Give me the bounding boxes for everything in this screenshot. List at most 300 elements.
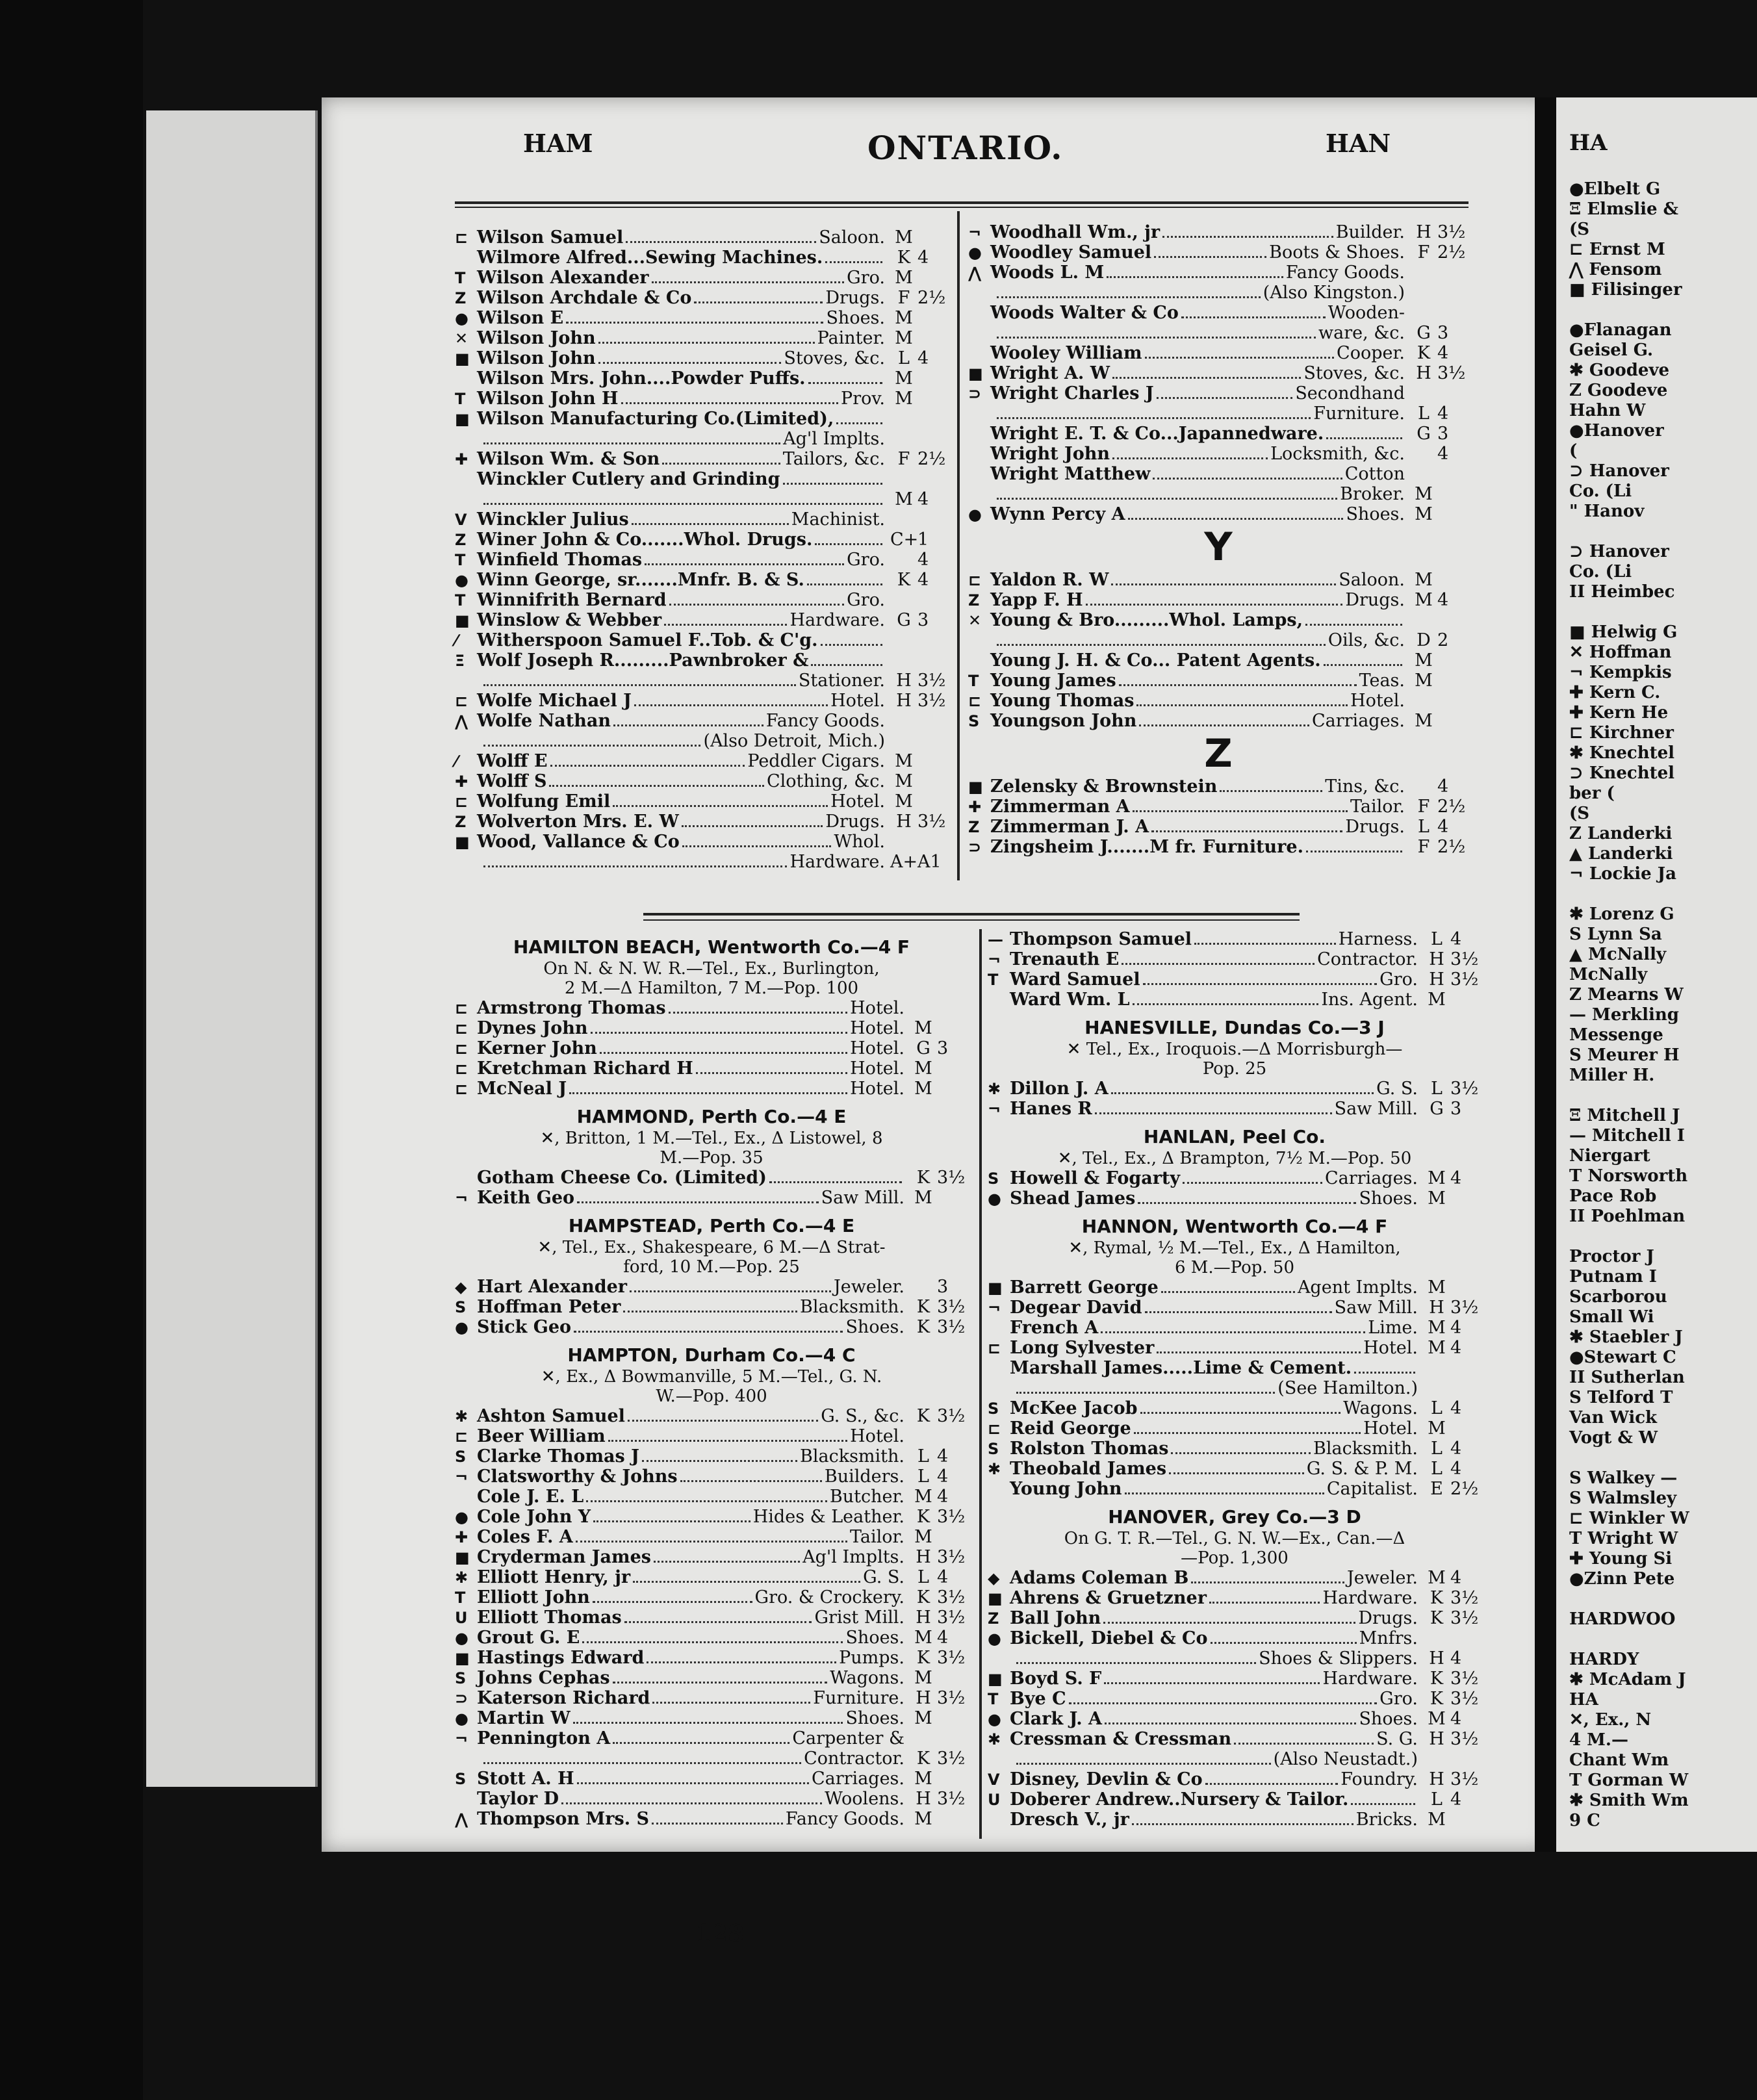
directory-entry xyxy=(455,731,949,751)
entry-name: Woodley Samuel xyxy=(990,242,1152,262)
directory-entry xyxy=(968,222,1468,242)
entry-symbol: ● xyxy=(455,309,468,327)
leader-dots xyxy=(811,664,882,666)
entry-business: G. S., &c. xyxy=(821,1406,904,1426)
leader-dots xyxy=(642,1460,797,1462)
entry-business: Stoves, &c. xyxy=(1303,363,1405,383)
leader-dots xyxy=(483,503,882,505)
leader-dots xyxy=(483,865,787,867)
leader-dots xyxy=(1122,963,1315,965)
directory-entry xyxy=(455,1587,968,1607)
entry-business: Jeweler. xyxy=(1346,1568,1418,1588)
entry-capital-rating: M xyxy=(1415,504,1433,524)
directory-entry xyxy=(988,1749,1481,1769)
leader-dots xyxy=(997,337,1316,339)
entry-business: Machinist. xyxy=(791,509,885,530)
directory-entry xyxy=(455,449,949,469)
directory-entry xyxy=(455,671,949,691)
leader-dots xyxy=(1128,518,1344,520)
entry-symbol: S xyxy=(455,1669,467,1687)
header-right: HAN xyxy=(1326,129,1391,158)
entry-name: Wynn Percy A xyxy=(990,504,1125,524)
town-heading: HANNON, Wentworth Co.—4 F xyxy=(1081,1216,1388,1237)
header-left: HAM xyxy=(523,129,593,158)
directory-entry xyxy=(968,403,1468,424)
entry-name: Hanes R xyxy=(1010,1099,1092,1119)
directory-entry xyxy=(455,812,949,832)
entry-credit-rating: 3½ xyxy=(1450,969,1479,990)
entry-capital-rating: M xyxy=(1428,1810,1446,1830)
entry-symbol: T xyxy=(455,269,466,287)
entry-symbol: ● xyxy=(968,244,982,262)
entry-name: Elliott Henry, jr xyxy=(477,1567,631,1587)
entry-capital-rating: H xyxy=(916,1688,931,1708)
directory-entry xyxy=(988,1277,1481,1298)
column-top-left xyxy=(455,227,949,872)
entry-business: Saw Mill. xyxy=(1334,1298,1418,1318)
next-page-line: II Sutherlan xyxy=(1569,1368,1685,1387)
entry-business: Mnfrs. xyxy=(1359,1628,1418,1648)
entry-business: ware, &c. xyxy=(1318,323,1405,343)
directory-entry xyxy=(988,1079,1481,1099)
leader-dots xyxy=(632,523,789,525)
entry-credit-rating: A1 xyxy=(917,852,942,872)
directory-entry xyxy=(455,1058,968,1079)
directory-entry xyxy=(988,1608,1481,1628)
entry-name: Beer William xyxy=(477,1426,606,1446)
entry-name: Trenauth E xyxy=(1010,949,1120,969)
entry-symbol: ✚ xyxy=(455,1528,468,1546)
entry-business: Locksmith, &c. xyxy=(1270,444,1405,464)
directory-entry xyxy=(988,1648,1481,1669)
next-page-line: ⊃ Knechtel xyxy=(1569,763,1675,783)
entry-symbol: T xyxy=(968,672,979,690)
entry-symbol: ■ xyxy=(455,410,470,428)
entry-name: Wilson Alexander xyxy=(477,268,649,288)
entry-credit-rating: 2½ xyxy=(1450,1479,1479,1499)
entry-capital-rating: H xyxy=(1416,363,1431,383)
next-page-line: ⊏ Kirchner xyxy=(1569,723,1674,743)
leader-dots xyxy=(1145,357,1334,359)
town-info: ✕, Britton, 1 M.—Tel., Ex., Δ Listowel, 8 xyxy=(540,1129,883,1148)
entry-business: Stoves, &c. xyxy=(784,348,885,368)
entry-name: Ahrens & Gruetzner xyxy=(1010,1588,1207,1608)
entry-name: Young & Bro.........Whol. Lamps, xyxy=(990,610,1303,630)
directory-entry xyxy=(455,1748,968,1769)
leader-dots xyxy=(483,745,700,747)
entry-capital-rating: M xyxy=(914,1809,932,1829)
directory-entry xyxy=(968,484,1468,504)
entry-name: Bickell, Diebel & Co xyxy=(1010,1628,1208,1648)
next-page-line: Scarborou xyxy=(1569,1287,1667,1307)
directory-entry xyxy=(455,227,949,248)
entry-name: Wilson Samuel xyxy=(477,227,624,248)
entry-business: Drugs. xyxy=(1345,817,1405,837)
entry-capital-rating: H xyxy=(1429,969,1444,990)
next-page-line: ✱ Lorenz G xyxy=(1569,904,1674,924)
leader-dots xyxy=(1324,664,1402,666)
entry-symbol: ¬ xyxy=(988,951,1001,969)
town-info: ford, 10 M.—Pop. 25 xyxy=(623,1257,800,1277)
leader-dots xyxy=(608,1440,847,1442)
directory-entry xyxy=(988,1709,1481,1729)
leader-dots xyxy=(600,1052,847,1054)
leader-dots xyxy=(613,805,828,807)
entry-name: Hastings Edward xyxy=(477,1648,645,1668)
entry-business: Capitalist. xyxy=(1326,1479,1418,1499)
next-page-line xyxy=(1556,1630,1757,1650)
entry-capital-rating: M xyxy=(895,751,913,771)
leader-dots xyxy=(1209,1602,1320,1604)
entry-symbol: ■ xyxy=(988,1279,1003,1297)
next-page-line: Co. (Li xyxy=(1569,562,1632,582)
entry-credit-rating: 2 xyxy=(1437,630,1449,650)
entry-capital-rating: D xyxy=(1417,630,1431,650)
next-page-line: Miller H. xyxy=(1569,1066,1655,1085)
entry-credit-rating: 4 xyxy=(1450,1568,1462,1588)
directory-entry xyxy=(455,630,949,650)
section-rule-thin xyxy=(643,919,1300,921)
leader-dots xyxy=(680,1480,822,1482)
directory-entry xyxy=(968,424,1468,444)
entry-business: (Also Neustadt.) xyxy=(1273,1749,1418,1769)
entry-capital-rating: H xyxy=(916,1789,931,1809)
next-page-line: ▲ Landerki xyxy=(1569,844,1673,864)
entry-symbol: ✱ xyxy=(988,1460,1001,1478)
entry-symbol: — xyxy=(988,930,1003,949)
entry-credit-rating: 3½ xyxy=(1450,1729,1479,1749)
leader-dots xyxy=(613,1742,789,1744)
leader-dots xyxy=(1016,1392,1275,1394)
directory-entry xyxy=(455,1038,968,1058)
leader-dots xyxy=(682,825,823,827)
leader-dots xyxy=(1095,1112,1332,1114)
directory-entry xyxy=(455,1188,968,1208)
leader-dots xyxy=(613,724,763,726)
entry-credit-rating: 4 xyxy=(937,1487,949,1507)
town-info: ✕ Tel., Ex., Iroquois.—Δ Morrisburgh— xyxy=(1066,1040,1403,1059)
entry-name: Wolfung Emil xyxy=(477,791,611,812)
entry-name: Woodhall Wm., jr xyxy=(990,222,1161,242)
directory-entry xyxy=(455,1547,968,1567)
entry-capital-rating: H xyxy=(1429,1298,1444,1318)
entry-symbol: ⊏ xyxy=(988,1420,1001,1438)
entry-credit-rating: 3½ xyxy=(937,1587,966,1607)
directory-entry xyxy=(455,852,949,872)
entry-capital-rating: K xyxy=(897,570,911,590)
entry-credit-rating: 3½ xyxy=(937,1406,966,1426)
leader-dots xyxy=(825,261,882,263)
next-page-line: ✱ McAdam J xyxy=(1569,1670,1686,1689)
entry-credit-rating: 3½ xyxy=(917,671,946,691)
entry-symbol: ● xyxy=(455,1629,468,1647)
entry-name: Wilmore Alfred...Sewing Machines. xyxy=(477,248,823,268)
entry-business: Butcher. xyxy=(829,1487,904,1507)
entry-capital-rating: H xyxy=(1429,1769,1444,1789)
entry-symbol: ■ xyxy=(455,1548,470,1567)
town-heading: HAMILTON BEACH, Wentworth Co.—4 F xyxy=(513,936,910,958)
dark-background xyxy=(0,0,143,2100)
entry-credit-rating: 3 xyxy=(1437,424,1449,444)
entry-capital-rating: G xyxy=(1417,323,1431,343)
next-page-line: S Telford T xyxy=(1569,1388,1673,1407)
entry-capital-rating: K xyxy=(916,1406,930,1426)
directory-entry xyxy=(968,343,1468,363)
town-info: ✕, Tel., Ex., Shakespeare, 6 M.—Δ Strat- xyxy=(537,1238,886,1257)
next-page-line: ⋀ Fensom xyxy=(1569,260,1662,279)
next-page-line: II Heimbec xyxy=(1569,582,1675,602)
town-info: ✕, Tel., Ex., Δ Brampton, 7½ M.—Pop. 50 xyxy=(1057,1149,1412,1168)
entry-credit-rating: 4 xyxy=(917,248,929,268)
entry-credit-rating: 3½ xyxy=(1450,1588,1479,1608)
directory-entry xyxy=(968,590,1468,610)
entry-name: Clark J. A xyxy=(1010,1709,1103,1729)
entry-credit-rating: 2½ xyxy=(917,288,946,308)
town-heading: HANOVER, Grey Co.—3 D xyxy=(1108,1506,1361,1528)
leader-dots xyxy=(1133,1003,1319,1005)
entry-name: Wright E. T. & Co...Japannedware. xyxy=(990,424,1324,444)
directory-entry xyxy=(988,1689,1481,1709)
directory-entry xyxy=(455,771,949,791)
entry-credit-rating: 3½ xyxy=(937,1748,966,1769)
next-page-line: ⊃ Hanover xyxy=(1569,461,1669,481)
entry-symbol: ¬ xyxy=(988,1100,1001,1118)
entry-business: Drugs. xyxy=(825,812,885,832)
entry-name: Cryderman James xyxy=(477,1547,651,1567)
leader-dots xyxy=(1354,1372,1415,1374)
leader-dots xyxy=(483,1762,801,1764)
directory-entry xyxy=(988,1338,1481,1358)
directory-entry xyxy=(455,1168,968,1188)
entry-business: Shoes. xyxy=(845,1708,904,1728)
entry-credit-rating: 4 xyxy=(917,489,929,509)
entry-name: Adams Coleman B xyxy=(1010,1568,1189,1588)
entry-capital-rating: C+ xyxy=(890,530,919,550)
entry-symbol: Z xyxy=(455,813,467,831)
leader-dots xyxy=(769,1181,902,1183)
entry-business: Hardware. xyxy=(789,852,885,872)
entry-capital-rating: M xyxy=(1428,1277,1446,1298)
entry-credit-rating: 4 xyxy=(1437,343,1449,363)
next-page-line: Putnam I xyxy=(1569,1267,1657,1287)
leader-dots xyxy=(654,1561,800,1563)
next-page-line: ber ( xyxy=(1569,784,1615,803)
entry-capital-rating: L xyxy=(917,1446,929,1466)
leader-dots xyxy=(1154,256,1266,258)
entry-business: Tailor. xyxy=(1350,797,1405,817)
entry-credit-rating: 4 xyxy=(1450,1168,1462,1188)
entry-capital-rating: M xyxy=(1415,671,1433,691)
entry-symbol: ✚ xyxy=(455,450,468,468)
entry-capital-rating: M xyxy=(914,1628,932,1648)
entry-credit-rating: 4 xyxy=(1450,1789,1462,1810)
leader-dots xyxy=(1143,983,1378,985)
directory-entry xyxy=(988,1298,1481,1318)
next-page-line: HA xyxy=(1569,1690,1598,1709)
town-info: On N. & N. W. R.—Tel., Ex., Burlington, xyxy=(543,959,880,979)
entry-business: (Also Detroit, Mich.) xyxy=(703,731,885,751)
entry-capital-rating: F xyxy=(1417,242,1430,262)
directory-entry xyxy=(968,504,1468,524)
next-page-line: 4 M.— xyxy=(1569,1730,1628,1750)
entry-capital-rating: M xyxy=(914,1527,932,1547)
directory-entry xyxy=(455,1487,968,1507)
town-info: ✕, Rymal, ½ M.—Tel., Ex., Δ Hamilton, xyxy=(1068,1238,1401,1258)
entry-business: Shoes. xyxy=(845,1317,904,1337)
entry-capital-rating: M xyxy=(895,227,913,248)
town-info: M.—Pop. 35 xyxy=(660,1148,763,1168)
entry-business: Fancy Goods. xyxy=(785,1809,904,1829)
directory-entry xyxy=(988,1568,1481,1588)
entry-business: Gro. xyxy=(1379,969,1418,990)
leader-dots xyxy=(626,241,816,243)
entry-capital-rating: L xyxy=(1418,817,1430,837)
entry-business: Gro. xyxy=(847,590,885,610)
next-page-line: HARDWOO xyxy=(1569,1609,1676,1629)
leader-dots xyxy=(634,704,828,706)
entry-name: Wilson Wm. & Son xyxy=(477,449,660,469)
directory-entry xyxy=(455,711,949,731)
leader-dots xyxy=(662,463,780,465)
directory-entry xyxy=(455,691,949,711)
directory-entry xyxy=(455,570,949,590)
next-page-line: S Lynn Sa xyxy=(1569,925,1662,944)
entry-name: Wilson John xyxy=(477,328,596,348)
top-rule-thin xyxy=(455,207,1468,208)
top-rule xyxy=(455,201,1468,204)
next-page-line xyxy=(1556,884,1757,904)
leader-dots xyxy=(576,1541,847,1543)
entry-credit-rating: 3½ xyxy=(937,1507,966,1527)
entry-symbol: S xyxy=(988,1170,999,1188)
entry-credit-rating: 4 xyxy=(937,1567,949,1587)
directory-entry xyxy=(968,817,1468,837)
leader-dots xyxy=(483,684,796,686)
entry-name: Wright Matthew xyxy=(990,464,1151,484)
entry-capital-rating: M xyxy=(1428,1709,1446,1729)
entry-symbol: ⋀ xyxy=(455,712,468,730)
directory-entry xyxy=(968,671,1468,691)
directory-entry xyxy=(455,1277,968,1297)
directory-entry xyxy=(455,1769,968,1789)
entry-credit-rating: 3½ xyxy=(937,1297,966,1317)
entry-capital-rating: M xyxy=(1428,990,1446,1010)
directory-entry xyxy=(968,383,1468,403)
entry-symbol: U xyxy=(455,1609,468,1627)
directory-entry xyxy=(988,929,1481,949)
entry-symbol: S xyxy=(968,712,980,730)
leader-dots xyxy=(1119,684,1357,686)
next-page-line: Van Wick xyxy=(1569,1408,1658,1428)
directory-entry xyxy=(968,650,1468,671)
entry-capital-rating: H xyxy=(1416,222,1431,242)
directory-entry xyxy=(988,1099,1481,1119)
entry-capital-rating: M xyxy=(895,389,913,409)
entry-credit-rating: 1 xyxy=(917,530,929,550)
entry-symbol: ⊃ xyxy=(968,385,982,403)
entry-capital-rating: L xyxy=(1431,1079,1443,1099)
entry-name: Clarke Thomas J xyxy=(477,1446,639,1466)
entry-name: Johns Cephas xyxy=(477,1668,610,1688)
entry-name: Long Sylvester xyxy=(1010,1338,1155,1358)
entry-business: Hotel. xyxy=(850,1426,904,1446)
next-page-line xyxy=(1556,1589,1757,1609)
entry-credit-rating: 3 xyxy=(1437,323,1449,343)
directory-entry xyxy=(455,1466,968,1487)
next-page-line: S Walkey — xyxy=(1569,1468,1678,1488)
entry-symbol: ● xyxy=(988,1710,1001,1728)
entry-business: Foundry. xyxy=(1340,1769,1418,1789)
leader-dots xyxy=(483,442,780,444)
entry-capital-rating: K xyxy=(916,1748,930,1769)
entry-business: Builder. xyxy=(1335,222,1405,242)
entry-name: Youngson John xyxy=(990,711,1137,731)
directory-entry xyxy=(988,1479,1481,1499)
directory-entry xyxy=(455,590,949,610)
leader-dots xyxy=(815,543,882,545)
next-page-line: ■ Helwig G xyxy=(1569,622,1678,642)
directory-entry xyxy=(968,837,1468,857)
entry-name: Wolverton Mrs. E. W xyxy=(477,812,679,832)
next-page-line: T Wright W xyxy=(1569,1529,1678,1548)
entry-credit-rating: 4 xyxy=(1450,1398,1462,1418)
next-page-line: Niergart xyxy=(1569,1146,1650,1166)
directory-entry xyxy=(455,1688,968,1708)
entry-capital-rating: L xyxy=(1431,1439,1443,1459)
directory-entry xyxy=(455,509,949,530)
entry-symbol: ● xyxy=(455,1709,468,1728)
entry-symbol: ● xyxy=(988,1190,1001,1208)
directory-entry xyxy=(455,998,968,1018)
next-page-line: (S xyxy=(1569,220,1590,239)
directory-entry xyxy=(455,368,949,389)
directory-entry xyxy=(455,1507,968,1527)
next-page-line: ✱ Knechtel xyxy=(1569,743,1675,763)
directory-entry xyxy=(455,751,949,771)
directory-entry xyxy=(968,444,1468,464)
entry-symbol: ⊏ xyxy=(455,1040,468,1058)
entry-name: Wright Charles J xyxy=(990,383,1154,403)
directory-entry xyxy=(988,1789,1481,1810)
next-page-line: ✱ Goodeve xyxy=(1569,361,1670,380)
entry-credit-rating: 3½ xyxy=(937,1789,966,1809)
entry-name: Clatsworthy & Johns xyxy=(477,1466,678,1487)
entry-symbol: ⊏ xyxy=(455,1080,468,1098)
entry-capital-rating: L xyxy=(1431,1459,1443,1479)
entry-business: Shoes. xyxy=(845,1628,904,1648)
entry-credit-rating: 3 xyxy=(917,610,929,630)
directory-entry xyxy=(455,1628,968,1648)
next-page-line xyxy=(1556,1448,1757,1468)
entry-capital-rating: M xyxy=(1415,650,1433,671)
entry-business: Grist Mill. xyxy=(814,1607,904,1628)
town-info: 6 M.—Pop. 50 xyxy=(1174,1258,1295,1277)
next-page-line: Hahn W xyxy=(1569,401,1646,420)
next-page-line: HARDY xyxy=(1569,1650,1639,1669)
directory-entry xyxy=(455,1317,968,1337)
leader-dots xyxy=(1086,604,1343,606)
entry-name: Witherspoon Samuel F..Tob. & C'g. xyxy=(477,630,818,650)
entry-symbol: ✕ xyxy=(455,329,468,348)
entry-symbol: ● xyxy=(455,1508,468,1526)
entry-business: Hotel. xyxy=(850,1038,904,1058)
entry-name: Winckler Cutlery and Grinding xyxy=(477,469,780,489)
entry-capital-rating: H xyxy=(1429,949,1444,969)
entry-capital-rating: K xyxy=(897,248,911,268)
entry-name: Grout G. E xyxy=(477,1628,580,1648)
entry-capital-rating: M xyxy=(895,268,913,288)
directory-entry xyxy=(968,242,1468,262)
